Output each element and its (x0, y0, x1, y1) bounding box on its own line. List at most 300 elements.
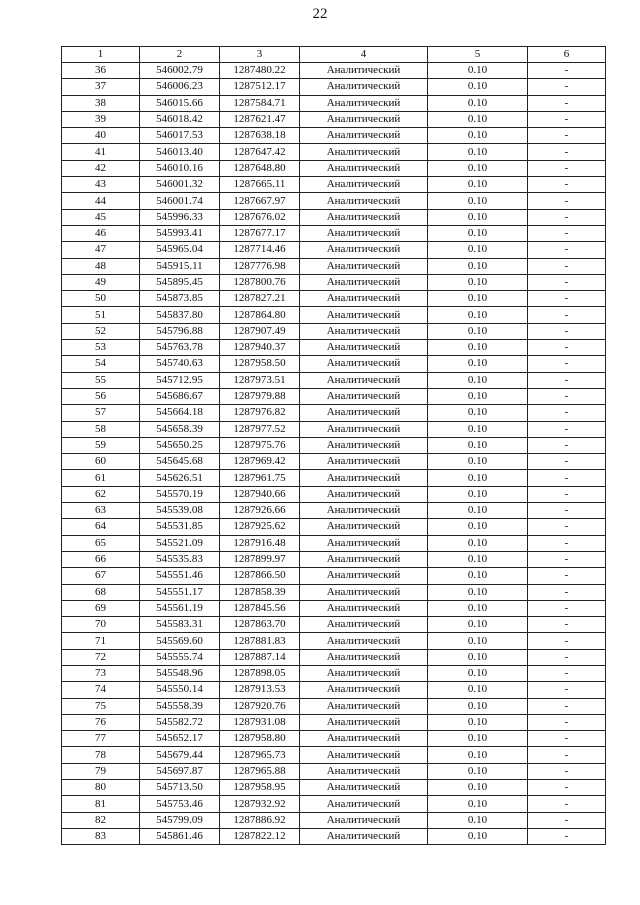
accuracy-cell: 0.10 (428, 79, 528, 95)
table-row (62, 372, 606, 388)
accuracy-cell: 0.10 (428, 698, 528, 714)
x-coordinate-cell: 546001.32 (140, 177, 220, 193)
y-coordinate-cell: 1287973.51 (220, 372, 300, 388)
accuracy-cell: 0.10 (428, 796, 528, 812)
table-row (62, 437, 606, 453)
x-coordinate-cell: 546017.53 (140, 128, 220, 144)
x-coordinate-cell: 545539.08 (140, 503, 220, 519)
accuracy-cell: 0.10 (428, 437, 528, 453)
y-coordinate-cell: 1287776.98 (220, 258, 300, 274)
accuracy-cell: 0.10 (428, 209, 528, 225)
note-cell: - (528, 535, 606, 551)
point-number-cell: 37 (62, 79, 140, 95)
accuracy-cell: 0.10 (428, 144, 528, 160)
table-row (62, 796, 606, 812)
x-coordinate-cell: 545531.85 (140, 519, 220, 535)
column-header: 6 (528, 47, 606, 63)
method-cell: Аналитический (300, 828, 428, 844)
y-coordinate-cell: 1287864.80 (220, 307, 300, 323)
note-cell: - (528, 796, 606, 812)
method-cell: Аналитический (300, 144, 428, 160)
accuracy-cell: 0.10 (428, 682, 528, 698)
method-cell: Аналитический (300, 551, 428, 567)
y-coordinate-cell: 1287965.88 (220, 763, 300, 779)
table-row (62, 95, 606, 111)
note-cell: - (528, 584, 606, 600)
note-cell: - (528, 747, 606, 763)
table-row (62, 470, 606, 486)
y-coordinate-cell: 1287584.71 (220, 95, 300, 111)
table-row (62, 763, 606, 779)
point-number-cell: 75 (62, 698, 140, 714)
y-coordinate-cell: 1287898.05 (220, 665, 300, 681)
point-number-cell: 82 (62, 812, 140, 828)
note-cell: - (528, 388, 606, 404)
y-coordinate-cell: 1287940.37 (220, 340, 300, 356)
point-number-cell: 59 (62, 437, 140, 453)
accuracy-cell: 0.10 (428, 600, 528, 616)
point-number-cell: 80 (62, 780, 140, 796)
method-cell: Аналитический (300, 323, 428, 339)
accuracy-cell: 0.10 (428, 356, 528, 372)
x-coordinate-cell: 545915.11 (140, 258, 220, 274)
point-number-cell: 83 (62, 828, 140, 844)
method-cell: Аналитический (300, 421, 428, 437)
table-row (62, 340, 606, 356)
y-coordinate-cell: 1287866.50 (220, 568, 300, 584)
point-number-cell: 61 (62, 470, 140, 486)
table-row (62, 828, 606, 844)
table-row (62, 780, 606, 796)
x-coordinate-cell: 545740.63 (140, 356, 220, 372)
y-coordinate-cell: 1287961.75 (220, 470, 300, 486)
note-cell: - (528, 79, 606, 95)
accuracy-cell: 0.10 (428, 649, 528, 665)
note-cell: - (528, 551, 606, 567)
note-cell: - (528, 617, 606, 633)
y-coordinate-cell: 1287677.17 (220, 225, 300, 241)
x-coordinate-cell: 545645.68 (140, 454, 220, 470)
point-number-cell: 77 (62, 731, 140, 747)
method-cell: Аналитический (300, 698, 428, 714)
note-cell: - (528, 177, 606, 193)
method-cell: Аналитический (300, 600, 428, 616)
table-row (62, 193, 606, 209)
x-coordinate-cell: 545569.60 (140, 633, 220, 649)
x-coordinate-cell: 546006.23 (140, 79, 220, 95)
table-row (62, 209, 606, 225)
x-coordinate-cell: 545583.31 (140, 617, 220, 633)
point-number-cell: 41 (62, 144, 140, 160)
note-cell: - (528, 356, 606, 372)
x-coordinate-cell: 545861.46 (140, 828, 220, 844)
y-coordinate-cell: 1287512.17 (220, 79, 300, 95)
x-coordinate-cell: 545558.39 (140, 698, 220, 714)
table-header-row (62, 47, 606, 63)
accuracy-cell: 0.10 (428, 388, 528, 404)
point-number-cell: 73 (62, 665, 140, 681)
accuracy-cell: 0.10 (428, 225, 528, 241)
table-row (62, 665, 606, 681)
point-number-cell: 63 (62, 503, 140, 519)
table-body (62, 63, 606, 845)
note-cell: - (528, 95, 606, 111)
y-coordinate-cell: 1287665.11 (220, 177, 300, 193)
x-coordinate-cell: 546018.42 (140, 111, 220, 127)
accuracy-cell: 0.10 (428, 242, 528, 258)
x-coordinate-cell: 545570.19 (140, 486, 220, 502)
x-coordinate-cell: 545753.46 (140, 796, 220, 812)
column-header: 1 (62, 47, 140, 63)
method-cell: Аналитический (300, 649, 428, 665)
method-cell: Аналитический (300, 812, 428, 828)
accuracy-cell: 0.10 (428, 274, 528, 290)
note-cell: - (528, 421, 606, 437)
y-coordinate-cell: 1287907.49 (220, 323, 300, 339)
note-cell: - (528, 812, 606, 828)
accuracy-cell: 0.10 (428, 340, 528, 356)
accuracy-cell: 0.10 (428, 323, 528, 339)
note-cell: - (528, 307, 606, 323)
method-cell: Аналитический (300, 503, 428, 519)
method-cell: Аналитический (300, 160, 428, 176)
point-number-cell: 38 (62, 95, 140, 111)
y-coordinate-cell: 1287926.66 (220, 503, 300, 519)
x-coordinate-cell: 545555.74 (140, 649, 220, 665)
accuracy-cell: 0.10 (428, 747, 528, 763)
point-number-cell: 62 (62, 486, 140, 502)
y-coordinate-cell: 1287881.83 (220, 633, 300, 649)
point-number-cell: 36 (62, 63, 140, 79)
y-coordinate-cell: 1287916.48 (220, 535, 300, 551)
method-cell: Аналитический (300, 225, 428, 241)
table-row (62, 454, 606, 470)
point-number-cell: 65 (62, 535, 140, 551)
x-coordinate-cell: 545551.46 (140, 568, 220, 584)
accuracy-cell: 0.10 (428, 714, 528, 730)
note-cell: - (528, 714, 606, 730)
method-cell: Аналитический (300, 617, 428, 633)
accuracy-cell: 0.10 (428, 828, 528, 844)
table-row (62, 551, 606, 567)
point-number-cell: 70 (62, 617, 140, 633)
method-cell: Аналитический (300, 340, 428, 356)
x-coordinate-cell: 545697.87 (140, 763, 220, 779)
accuracy-cell: 0.10 (428, 617, 528, 633)
point-number-cell: 44 (62, 193, 140, 209)
note-cell: - (528, 519, 606, 535)
note-cell: - (528, 454, 606, 470)
note-cell: - (528, 242, 606, 258)
note-cell: - (528, 193, 606, 209)
point-number-cell: 64 (62, 519, 140, 535)
note-cell: - (528, 209, 606, 225)
method-cell: Аналитический (300, 780, 428, 796)
y-coordinate-cell: 1287925.62 (220, 519, 300, 535)
y-coordinate-cell: 1287638.18 (220, 128, 300, 144)
y-coordinate-cell: 1287886.92 (220, 812, 300, 828)
y-coordinate-cell: 1287845.56 (220, 600, 300, 616)
accuracy-cell: 0.10 (428, 177, 528, 193)
point-number-cell: 43 (62, 177, 140, 193)
note-cell: - (528, 568, 606, 584)
point-number-cell: 57 (62, 405, 140, 421)
x-coordinate-cell: 545686.67 (140, 388, 220, 404)
x-coordinate-cell: 545713.50 (140, 780, 220, 796)
accuracy-cell: 0.10 (428, 372, 528, 388)
y-coordinate-cell: 1287940.66 (220, 486, 300, 502)
table-row (62, 307, 606, 323)
method-cell: Аналитический (300, 388, 428, 404)
method-cell: Аналитический (300, 177, 428, 193)
point-number-cell: 46 (62, 225, 140, 241)
table-row (62, 79, 606, 95)
accuracy-cell: 0.10 (428, 454, 528, 470)
x-coordinate-cell: 545796.88 (140, 323, 220, 339)
note-cell: - (528, 682, 606, 698)
method-cell: Аналитический (300, 568, 428, 584)
table-row (62, 421, 606, 437)
table-row (62, 682, 606, 698)
note-cell: - (528, 600, 606, 616)
table-row (62, 144, 606, 160)
y-coordinate-cell: 1287714.46 (220, 242, 300, 258)
note-cell: - (528, 274, 606, 290)
method-cell: Аналитический (300, 405, 428, 421)
point-number-cell: 53 (62, 340, 140, 356)
method-cell: Аналитический (300, 356, 428, 372)
point-number-cell: 49 (62, 274, 140, 290)
point-number-cell: 40 (62, 128, 140, 144)
point-number-cell: 55 (62, 372, 140, 388)
method-cell: Аналитический (300, 763, 428, 779)
x-coordinate-cell: 546002.79 (140, 63, 220, 79)
method-cell: Аналитический (300, 372, 428, 388)
x-coordinate-cell: 545650.25 (140, 437, 220, 453)
note-cell: - (528, 633, 606, 649)
y-coordinate-cell: 1287647.42 (220, 144, 300, 160)
y-coordinate-cell: 1287667.97 (220, 193, 300, 209)
method-cell: Аналитический (300, 193, 428, 209)
point-number-cell: 81 (62, 796, 140, 812)
method-cell: Аналитический (300, 665, 428, 681)
note-cell: - (528, 665, 606, 681)
y-coordinate-cell: 1287676.02 (220, 209, 300, 225)
note-cell: - (528, 258, 606, 274)
table-row (62, 649, 606, 665)
accuracy-cell: 0.10 (428, 519, 528, 535)
point-number-cell: 76 (62, 714, 140, 730)
x-coordinate-cell: 545996.33 (140, 209, 220, 225)
accuracy-cell: 0.10 (428, 535, 528, 551)
point-number-cell: 60 (62, 454, 140, 470)
note-cell: - (528, 470, 606, 486)
point-number-cell: 69 (62, 600, 140, 616)
table-row (62, 747, 606, 763)
x-coordinate-cell: 545561.19 (140, 600, 220, 616)
accuracy-cell: 0.10 (428, 111, 528, 127)
table-row (62, 698, 606, 714)
column-header: 2 (140, 47, 220, 63)
accuracy-cell: 0.10 (428, 128, 528, 144)
method-cell: Аналитический (300, 584, 428, 600)
page-number: 22 (312, 6, 328, 22)
table-row (62, 486, 606, 502)
point-number-cell: 48 (62, 258, 140, 274)
accuracy-cell: 0.10 (428, 780, 528, 796)
note-cell: - (528, 780, 606, 796)
y-coordinate-cell: 1287979.88 (220, 388, 300, 404)
y-coordinate-cell: 1287800.76 (220, 274, 300, 290)
table-row (62, 600, 606, 616)
column-header: 5 (428, 47, 528, 63)
x-coordinate-cell: 545895.45 (140, 274, 220, 290)
x-coordinate-cell: 546001.74 (140, 193, 220, 209)
x-coordinate-cell: 545993.41 (140, 225, 220, 241)
accuracy-cell: 0.10 (428, 160, 528, 176)
point-number-cell: 50 (62, 291, 140, 307)
accuracy-cell: 0.10 (428, 633, 528, 649)
method-cell: Аналитический (300, 519, 428, 535)
table-row (62, 731, 606, 747)
y-coordinate-cell: 1287977.52 (220, 421, 300, 437)
table-row (62, 160, 606, 176)
accuracy-cell: 0.10 (428, 486, 528, 502)
method-cell: Аналитический (300, 747, 428, 763)
x-coordinate-cell: 545535.83 (140, 551, 220, 567)
method-cell: Аналитический (300, 682, 428, 698)
point-number-cell: 74 (62, 682, 140, 698)
table-row (62, 225, 606, 241)
x-coordinate-cell: 545626.51 (140, 470, 220, 486)
accuracy-cell: 0.10 (428, 731, 528, 747)
x-coordinate-cell: 546010.16 (140, 160, 220, 176)
x-coordinate-cell: 545582.72 (140, 714, 220, 730)
point-number-cell: 42 (62, 160, 140, 176)
point-number-cell: 78 (62, 747, 140, 763)
y-coordinate-cell: 1287958.95 (220, 780, 300, 796)
y-coordinate-cell: 1287976.82 (220, 405, 300, 421)
y-coordinate-cell: 1287827.21 (220, 291, 300, 307)
x-coordinate-cell: 545664.18 (140, 405, 220, 421)
note-cell: - (528, 291, 606, 307)
y-coordinate-cell: 1287863.70 (220, 617, 300, 633)
note-cell: - (528, 763, 606, 779)
table-row (62, 584, 606, 600)
y-coordinate-cell: 1287932.92 (220, 796, 300, 812)
point-number-cell: 47 (62, 242, 140, 258)
y-coordinate-cell: 1287975.76 (220, 437, 300, 453)
note-cell: - (528, 698, 606, 714)
table-row (62, 535, 606, 551)
y-coordinate-cell: 1287648.80 (220, 160, 300, 176)
table-row (62, 519, 606, 535)
x-coordinate-cell: 545658.39 (140, 421, 220, 437)
x-coordinate-cell: 545550.14 (140, 682, 220, 698)
x-coordinate-cell: 545712.95 (140, 372, 220, 388)
accuracy-cell: 0.10 (428, 503, 528, 519)
table-row (62, 568, 606, 584)
method-cell: Аналитический (300, 291, 428, 307)
x-coordinate-cell: 545521.09 (140, 535, 220, 551)
accuracy-cell: 0.10 (428, 665, 528, 681)
table-row (62, 111, 606, 127)
x-coordinate-cell: 546013.40 (140, 144, 220, 160)
y-coordinate-cell: 1287899.97 (220, 551, 300, 567)
x-coordinate-cell: 545763.78 (140, 340, 220, 356)
table-row (62, 242, 606, 258)
method-cell: Аналитический (300, 535, 428, 551)
table-row (62, 63, 606, 79)
note-cell: - (528, 111, 606, 127)
x-coordinate-cell: 545551.17 (140, 584, 220, 600)
method-cell: Аналитический (300, 128, 428, 144)
y-coordinate-cell: 1287480.22 (220, 63, 300, 79)
note-cell: - (528, 649, 606, 665)
note-cell: - (528, 323, 606, 339)
accuracy-cell: 0.10 (428, 421, 528, 437)
table-row (62, 323, 606, 339)
table-row (62, 274, 606, 290)
x-coordinate-cell: 545652.17 (140, 731, 220, 747)
y-coordinate-cell: 1287920.76 (220, 698, 300, 714)
table-row (62, 812, 606, 828)
accuracy-cell: 0.10 (428, 193, 528, 209)
y-coordinate-cell: 1287887.14 (220, 649, 300, 665)
point-number-cell: 68 (62, 584, 140, 600)
method-cell: Аналитический (300, 470, 428, 486)
point-number-cell: 72 (62, 649, 140, 665)
method-cell: Аналитический (300, 258, 428, 274)
column-header: 3 (220, 47, 300, 63)
method-cell: Аналитический (300, 242, 428, 258)
accuracy-cell: 0.10 (428, 568, 528, 584)
note-cell: - (528, 486, 606, 502)
method-cell: Аналитический (300, 307, 428, 323)
accuracy-cell: 0.10 (428, 405, 528, 421)
accuracy-cell: 0.10 (428, 291, 528, 307)
note-cell: - (528, 405, 606, 421)
x-coordinate-cell: 545679.44 (140, 747, 220, 763)
note-cell: - (528, 828, 606, 844)
note-cell: - (528, 160, 606, 176)
method-cell: Аналитический (300, 714, 428, 730)
point-number-cell: 52 (62, 323, 140, 339)
note-cell: - (528, 63, 606, 79)
y-coordinate-cell: 1287621.47 (220, 111, 300, 127)
table-row (62, 177, 606, 193)
point-number-cell: 67 (62, 568, 140, 584)
method-cell: Аналитический (300, 796, 428, 812)
point-number-cell: 51 (62, 307, 140, 323)
point-number-cell: 45 (62, 209, 140, 225)
x-coordinate-cell: 545837.80 (140, 307, 220, 323)
accuracy-cell: 0.10 (428, 307, 528, 323)
y-coordinate-cell: 1287822.12 (220, 828, 300, 844)
note-cell: - (528, 340, 606, 356)
point-number-cell: 58 (62, 421, 140, 437)
accuracy-cell: 0.10 (428, 812, 528, 828)
table-row (62, 258, 606, 274)
accuracy-cell: 0.10 (428, 584, 528, 600)
accuracy-cell: 0.10 (428, 763, 528, 779)
note-cell: - (528, 144, 606, 160)
table-row (62, 405, 606, 421)
point-number-cell: 54 (62, 356, 140, 372)
note-cell: - (528, 503, 606, 519)
point-number-cell: 66 (62, 551, 140, 567)
table-row (62, 128, 606, 144)
